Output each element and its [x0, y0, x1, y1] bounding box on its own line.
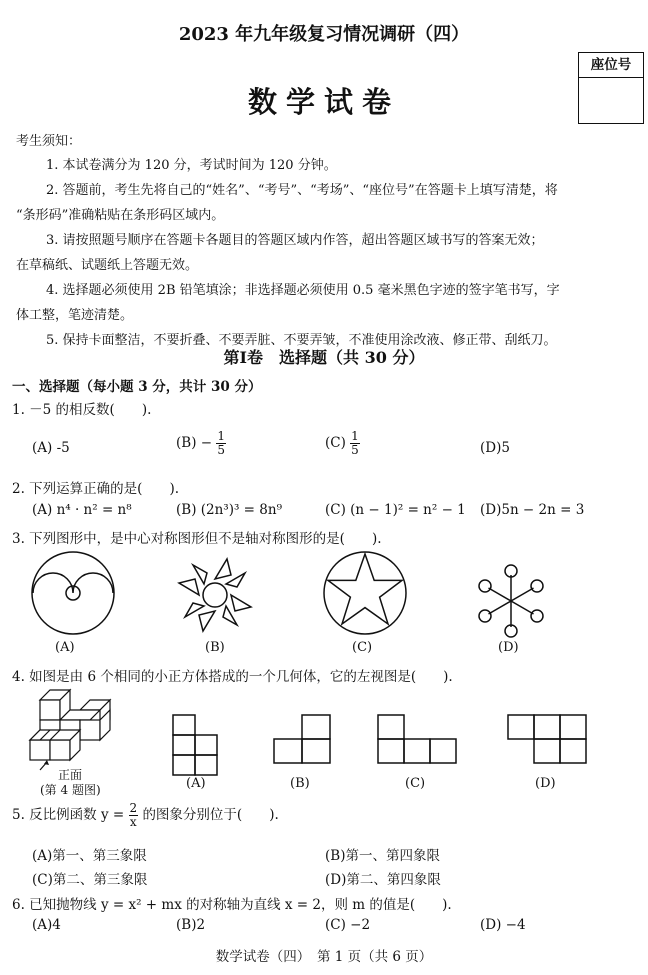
notice-line: 1. 本试卷满分为 120 分，考试时间为 120 分钟。 — [46, 158, 337, 173]
q4-view-a — [172, 714, 218, 776]
q1-option-c — [325, 430, 360, 457]
seat-number-label: 座位号 — [579, 53, 643, 78]
notice-line: 4. 选择题必须使用 2B 铅笔填涂；非选择题必须使用 0.5 毫米黑色字迹的签字笔书写，字 — [46, 283, 560, 298]
q5-option-a: (A)第一、第三象限 — [32, 848, 147, 864]
q3-option-d-label: (D) — [498, 640, 519, 655]
q5-fraction-numerator: 2 — [129, 801, 138, 815]
q2-option-d: (D)5n − 2n = 3 — [480, 502, 585, 518]
q4-cube-figure — [25, 688, 130, 773]
q5-option-d: (D)第二、第四象限 — [325, 872, 441, 888]
q3-figure-c — [322, 550, 408, 636]
q2-option-a: (A) n⁴ · n² = n⁸ — [32, 502, 132, 518]
q1-option-b-prefix: (B) − — [176, 435, 213, 451]
q4-view-c — [376, 714, 460, 764]
notice-line: 5. 保持卡面整洁，不要折叠、不要弄脏、不要弄皱，不准使用涂改液、修正带、刮纸刀。 — [46, 333, 557, 348]
q1-option-b-numerator: 1 — [217, 429, 225, 443]
q5-fraction — [129, 802, 139, 829]
q1-option-c-numerator: 1 — [351, 429, 359, 443]
q4-option-a-label: (A) — [186, 776, 206, 791]
exam-title: 2023 年九年级复习情况调研（四） — [178, 24, 470, 45]
q6-option-d: (D) −4 — [480, 917, 526, 933]
q3-option-b-label: (B) — [205, 640, 225, 655]
notice-line: 在草稿纸、试题纸上答题无效。 — [16, 258, 199, 273]
q5-fraction-denominator: x — [129, 815, 137, 829]
q5-option-c: (C)第二、第三象限 — [32, 872, 148, 888]
q5-stem — [12, 802, 279, 829]
q1-option-c-fraction — [350, 430, 360, 457]
notice-line: “条形码”准确粘贴在条形码区域内。 — [16, 208, 225, 223]
q1-option-c-denominator: 5 — [351, 443, 359, 457]
q4-option-d-label: (D) — [535, 776, 556, 791]
q5-option-b: (B)第一、第四象限 — [325, 848, 440, 864]
section-instruction: 一、选择题（每小题 3 分，共计 30 分） — [12, 379, 262, 395]
q2-stem: 2. 下列运算正确的是( ). — [12, 481, 179, 497]
q1-option-c-prefix: (C) — [325, 435, 346, 451]
q2-option-c: (C) (n − 1)² = n² − 1 — [325, 502, 466, 518]
q2-option-b: (B) (2n³)³ = 8n⁹ — [176, 502, 282, 518]
q4-option-c-label: (C) — [405, 776, 426, 791]
q5-stem-suffix: 的图象分别位于( ). — [142, 807, 279, 823]
q1-option-d: (D)5 — [480, 440, 510, 456]
q1-option-b — [176, 430, 226, 457]
q3-option-c-label: (C) — [352, 640, 373, 655]
q3-figure-b — [175, 555, 255, 635]
q1-stem: 1. －5 的相反数( ). — [12, 402, 152, 418]
notice-line: 体工整，笔迹清楚。 — [16, 308, 134, 323]
q6-option-b: (B)2 — [176, 917, 206, 933]
q1-option-b-fraction — [216, 430, 226, 457]
q4-front-label: 正面 — [58, 768, 83, 782]
notice-line: 3. 请按照题号顺序在答题卡各题目的答题区域内作答，超出答题区域书写的答案无效； — [46, 233, 544, 248]
notice-line: 2. 答题前，考生先将自己的“姓名”、“考号”、“考场”、“座位号”在答题卡上填写清楚，将 — [46, 183, 558, 198]
q3-option-a-label: (A) — [55, 640, 75, 655]
q6-option-a: (A)4 — [32, 917, 61, 933]
q3-figure-a — [30, 550, 116, 636]
q4-view-b — [272, 714, 332, 764]
page-footer: 数学试卷（四） 第 1 页（共 6 页） — [215, 949, 433, 965]
q4-stem: 4. 如图是由 6 个相同的小正方体搭成的一个几何体，它的左视图是( ). — [12, 669, 453, 685]
q1-option-a: (A) -5 — [32, 440, 70, 456]
q1-option-b-denominator: 5 — [217, 443, 225, 457]
q6-stem: 6. 已知抛物线 y = x² + mx 的对称轴为直线 x = 2，则 m 的值是( ). — [12, 897, 452, 913]
q5-stem-prefix: 5. 反比例函数 y = — [12, 807, 125, 823]
q6-option-c: (C) −2 — [325, 917, 371, 933]
subject-title: 数学试卷 — [247, 85, 400, 119]
seat-number-box — [578, 52, 644, 124]
q3-figure-d — [475, 565, 547, 637]
q3-stem: 3. 下列图形中，是中心对称图形但不是轴对称图形的是( ). — [12, 531, 382, 547]
q4-option-b-label: (B) — [290, 776, 310, 791]
q4-figure-caption: (第 4 题图) — [40, 783, 101, 797]
q4-view-d — [506, 714, 590, 764]
notice-heading: 考生须知： — [16, 134, 82, 149]
section-title: 第Ⅰ卷 选择题（共 30 分） — [223, 348, 425, 367]
